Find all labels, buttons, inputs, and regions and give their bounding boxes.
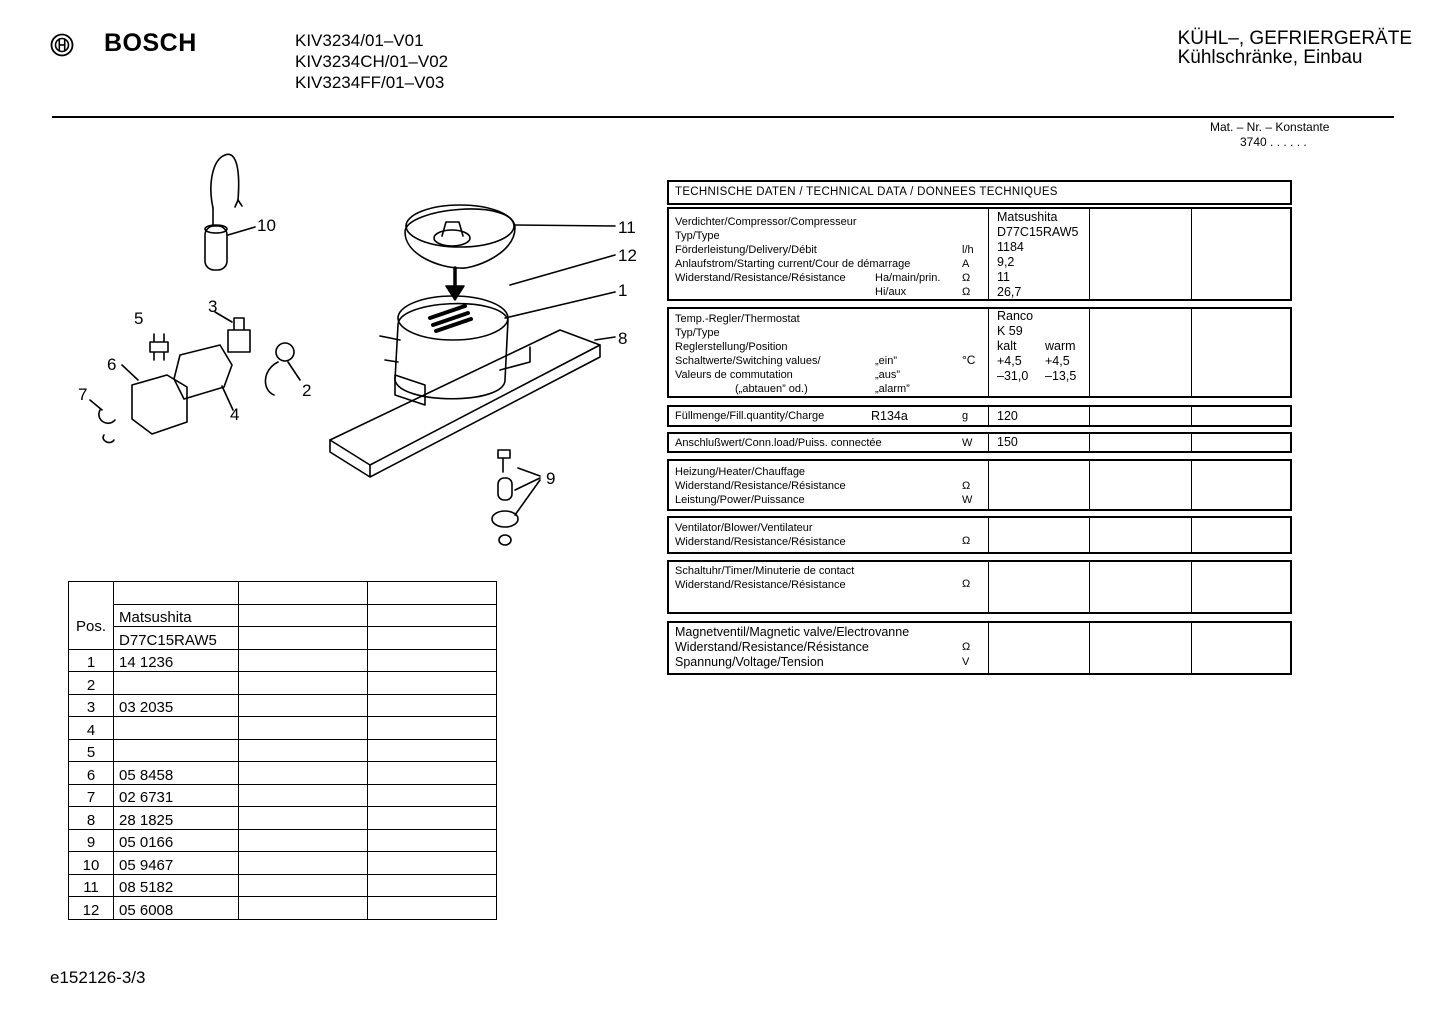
brand-name: BOSCH: [104, 29, 197, 57]
compressor-section: [667, 207, 1292, 301]
spec-sublabel: „alarm”: [875, 383, 910, 395]
spec-value: 11: [997, 270, 1010, 284]
spec-sublabel: „aus”: [875, 369, 901, 381]
table-header-manufacturer: Matsushita: [114, 604, 239, 627]
mounting-screw-part: [498, 450, 510, 472]
thermostat-section: [667, 307, 1292, 398]
spec-value: kalt: [997, 339, 1017, 353]
spec-sublabel: „ein”: [875, 355, 898, 367]
spec-value: +4,5: [997, 354, 1022, 368]
charge-section: [667, 405, 1292, 427]
spec-sublabel: Ha/main/prin.: [875, 272, 941, 284]
callout-label: 8: [618, 329, 628, 348]
spec-value: Matsushita: [997, 210, 1058, 224]
table-header-type: D77C15RAW5: [114, 627, 239, 650]
connection-load-section: [667, 432, 1292, 453]
relay-part: [228, 318, 250, 352]
table-row: 10 05 9467: [69, 852, 497, 875]
spec-value: K 59: [997, 324, 1023, 338]
timer-section: [667, 560, 1292, 614]
spec-label: Typ/Type: [675, 327, 720, 339]
unit-label: Ω: [962, 641, 971, 653]
spec-label: Füllmenge/Fill.quantity/Charge: [675, 410, 825, 422]
spec-value: 9,2: [997, 255, 1015, 269]
unit-label: V: [962, 656, 970, 668]
model-number: KIV3234CH/01–V02: [295, 52, 449, 71]
spec-value: 120: [997, 409, 1018, 423]
spec-value: –13,5: [1045, 369, 1077, 383]
pos-header: Pos.: [69, 582, 114, 650]
spec-label: Valeurs de commutation: [675, 369, 793, 381]
spec-label: Magnetventil/Magnetic valve/Electrovanne: [675, 625, 910, 639]
table-row: 3 03 2035: [69, 694, 497, 717]
material-number-value: 3740 . . . . . .: [1240, 135, 1307, 149]
spec-label: („abtauen” od.): [735, 383, 808, 395]
spec-value: R134a: [871, 409, 908, 423]
callout-label: 2: [302, 381, 312, 400]
model-number: KIV3234/01–V01: [295, 31, 424, 50]
table-row: 6 05 8458: [69, 762, 497, 785]
category-title: KÜHL–, GEFRIERGERÄTE: [1177, 28, 1412, 49]
material-number-label: Mat. – Nr. – Konstante: [1210, 120, 1330, 134]
unit-label: W: [962, 437, 973, 449]
spec-label: Widerstand/Resistance/Résistance: [675, 272, 846, 284]
callout-label: 3: [208, 297, 218, 316]
spec-label: Förderleistung/Delivery/Débit: [675, 244, 817, 256]
table-row: 7 02 6731: [69, 784, 497, 807]
unit-label: g: [962, 410, 969, 422]
terminal-cover-part: [132, 375, 187, 434]
spec-label: Widerstand/Resistance/Résistance: [675, 640, 869, 654]
spec-label: Typ/Type: [675, 230, 720, 242]
blower-section: [667, 516, 1292, 554]
magnetic-valve-section: [667, 621, 1292, 675]
unit-label: Ω: [962, 578, 971, 590]
cap-part: [276, 343, 294, 361]
callout-label: 5: [134, 309, 144, 328]
drip-tray-part: [405, 209, 515, 268]
table-row: 9 05 0166: [69, 829, 497, 852]
spec-value: –31,0: [997, 369, 1029, 383]
table-row: 4: [69, 717, 497, 740]
callout-label: 4: [230, 405, 240, 424]
unit-label: W: [962, 494, 973, 506]
product-category: [1178, 29, 1412, 67]
spec-label: Anschlußwert/Conn.load/Puiss. connectée: [675, 437, 882, 449]
spec-sublabel: Hi/aux: [875, 286, 907, 298]
callout-label: 10: [257, 216, 276, 235]
spec-value: 150: [997, 435, 1018, 449]
spec-label: Schaltwerte/Switching values/: [675, 355, 821, 367]
parts-table: [68, 581, 497, 920]
spec-label: Widerstand/Resistance/Résistance: [675, 579, 846, 591]
spec-label: Schaltuhr/Timer/Minuterie de contact: [675, 565, 855, 577]
heater-section: [667, 459, 1292, 511]
unit-label: Ω: [962, 480, 971, 492]
overload-protector-part: [174, 345, 232, 399]
unit-label: A: [962, 258, 970, 270]
unit-label: °C: [962, 353, 976, 367]
spec-label: Widerstand/Resistance/Résistance: [675, 480, 846, 492]
callout-label: 1: [618, 281, 628, 300]
unit-label: l/h: [962, 244, 974, 256]
spec-label: Leistung/Power/Puissance: [675, 494, 805, 506]
table-row: 1 14 1236: [69, 649, 497, 672]
cable-part: [211, 154, 239, 208]
spec-label: Verdichter/Compressor/Compresseur: [675, 216, 857, 228]
tech-data-title: TECHNISCHE DATEN / TECHNICAL DATA / DONNEES TECHNIQUES: [667, 180, 1292, 205]
callout-label: 12: [618, 246, 637, 265]
document-code: e152126-3/3: [50, 968, 146, 987]
table-row: 8 28 1825: [69, 807, 497, 830]
spec-label: Widerstand/Resistance/Résistance: [675, 536, 846, 548]
callout-label: 6: [107, 355, 117, 374]
callout-label: 7: [78, 385, 88, 404]
spring-clip-part: [99, 410, 115, 443]
spec-value: D77C15RAW5: [997, 225, 1079, 239]
model-number: KIV3234FF/01–V03: [295, 73, 445, 92]
table-row: 12 05 6008: [69, 897, 497, 920]
unit-label: Ω: [962, 535, 971, 547]
callout-label: 9: [546, 469, 556, 488]
unit-label: Ω: [962, 286, 971, 298]
spec-value: 1184: [997, 240, 1024, 254]
exploded-parts-diagram: [0, 0, 660, 560]
table-row: 2: [69, 672, 497, 695]
unit-label: Ω: [962, 272, 971, 284]
table-row: 11 08 5182: [69, 874, 497, 897]
spec-label: Anlaufstrom/Starting current/Cour de démarrage: [675, 258, 911, 270]
spec-value: +4,5: [1045, 354, 1070, 368]
spec-value: warm: [1045, 339, 1076, 353]
material-number-block: [1210, 120, 1329, 150]
table-row: 5: [69, 739, 497, 762]
spec-value: 26,7: [997, 285, 1022, 299]
callout-label: 11: [618, 218, 636, 237]
clip-part: [150, 334, 168, 360]
spec-label: Spannung/Voltage/Tension: [675, 655, 824, 669]
category-subtitle: Kühlschränke, Einbau: [1177, 47, 1363, 68]
spec-label: Heizung/Heater/Chauffage: [675, 466, 806, 478]
spec-value: Ranco: [997, 309, 1034, 323]
spec-label: Ventilator/Blower/Ventilateur: [675, 522, 813, 534]
spec-label: Reglerstellung/Position: [675, 341, 788, 353]
spec-label: Temp.-Regler/Thermostat: [675, 313, 800, 325]
